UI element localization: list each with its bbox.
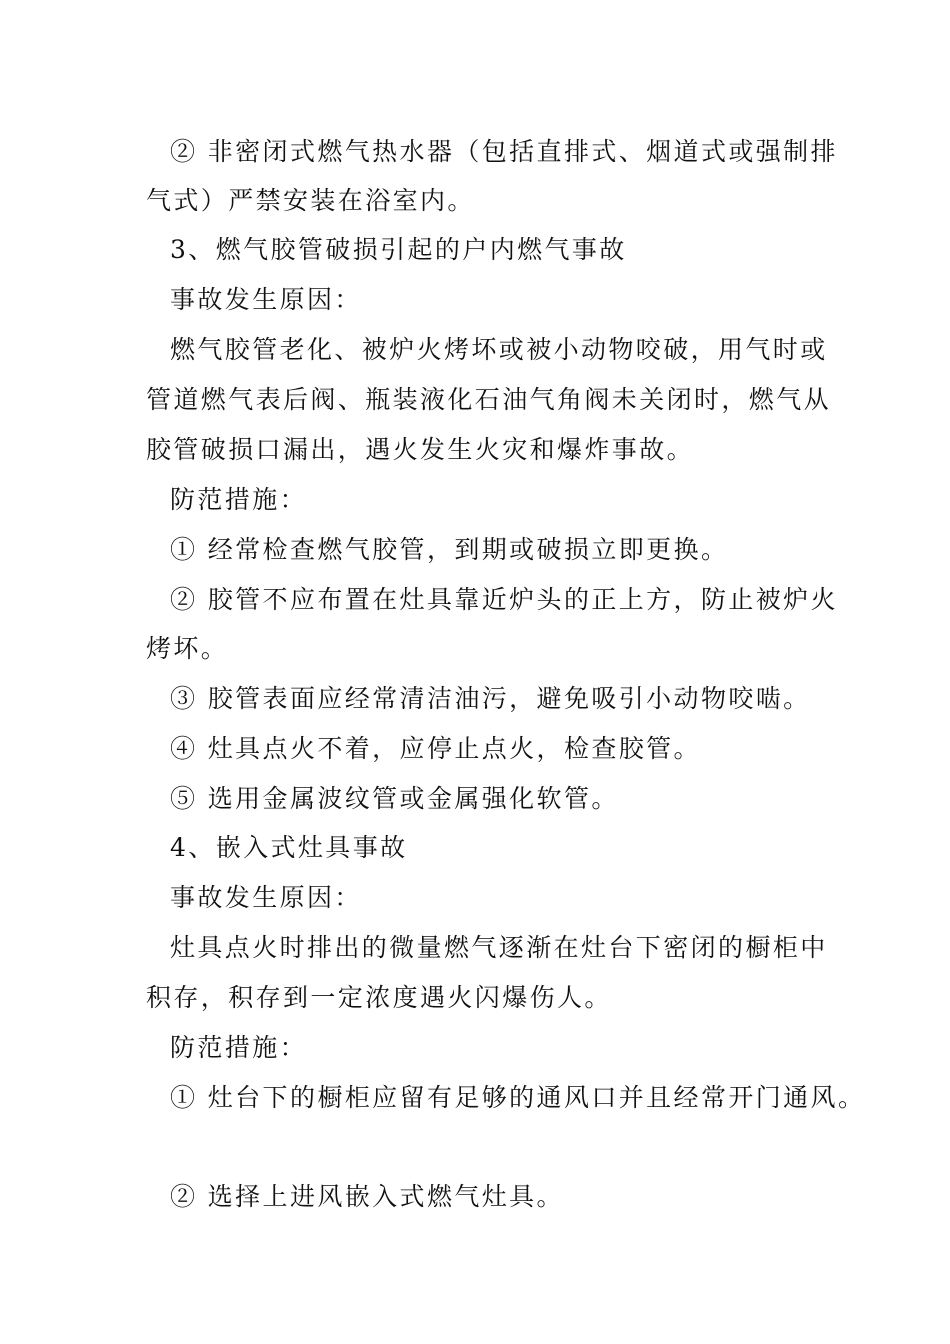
- para-line: 胶管破损口漏出，遇火发生火灾和爆炸事故。: [146, 435, 695, 464]
- list-item: ① 灶台下的橱柜应留有足够的通风口并且经常开门通风。: [170, 1083, 866, 1112]
- subheading: 事故发生原因：: [170, 285, 362, 314]
- list-item-continued: 烤坏。: [146, 634, 229, 663]
- list-item: ② 选择上进风嵌入式燃气灶具。: [170, 1182, 564, 1211]
- list-item: ④ 灶具点火不着，应停止点火，检查胶管。: [170, 734, 701, 763]
- para-line: 燃气胶管老化、被炉火烤坏或被小动物咬破，用气时或: [170, 335, 828, 364]
- section-heading: 3、燃气胶管破损引起的户内燃气事故: [170, 235, 627, 264]
- list-item: ⑤ 选用金属波纹管或金属强化软管。: [170, 784, 619, 813]
- para-line: 气式）严禁安装在浴室内。: [146, 186, 475, 215]
- subheading: 事故发生原因：: [170, 883, 362, 912]
- subheading: 防范措施：: [170, 485, 308, 514]
- subheading: 防范措施：: [170, 1033, 308, 1062]
- para-line: ② 非密闭式燃气热水器（包括直排式、烟道式或强制排: [170, 137, 838, 166]
- list-item: ② 胶管不应布置在灶具靠近炉头的正上方，防止被炉火: [170, 585, 838, 614]
- list-item: ① 经常检查燃气胶管，到期或破损立即更换。: [170, 535, 729, 564]
- para-line: 管道燃气表后阀、瓶装液化石油气角阀未关闭时，燃气从: [146, 385, 832, 414]
- section-heading: 4、嵌入式灶具事故: [170, 833, 408, 862]
- list-item: ③ 胶管表面应经常清洁油污，避免吸引小动物咬啮。: [170, 684, 811, 713]
- para-line: 灶具点火时排出的微量燃气逐渐在灶台下密闭的橱柜中: [170, 933, 828, 962]
- para-line: 积存，积存到一定浓度遇火闪爆伤人。: [146, 983, 612, 1012]
